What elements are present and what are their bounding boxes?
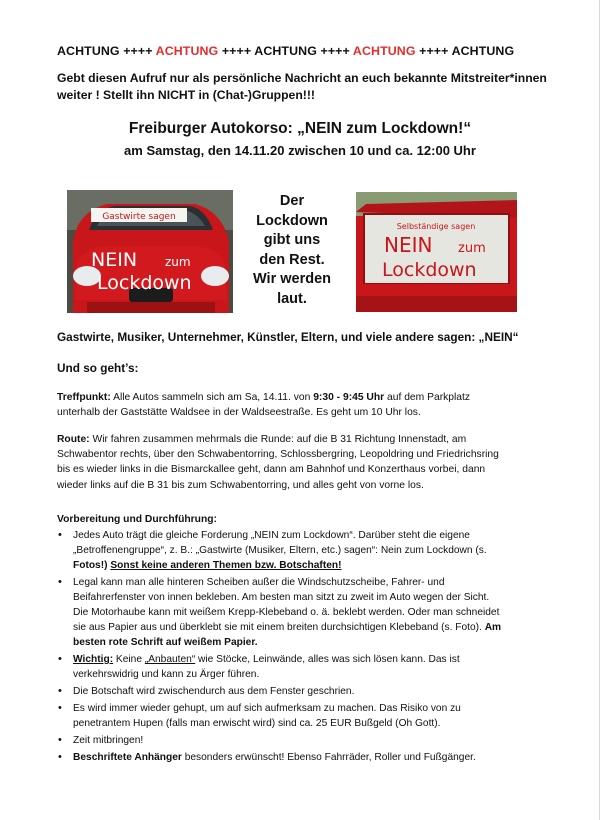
treffpunkt-paragraph: [57, 390, 567, 420]
treffpunkt-label: Treffpunkt:: [57, 392, 111, 403]
list-bold-text: besten rote Schrift auf weißem Papier.: [73, 637, 258, 648]
slogan-line: den Rest.: [259, 251, 325, 268]
window-sign-small-text: Selbständige sagen: [396, 222, 476, 231]
page-subtitle: am Samstag, den 14.11.20 zwischen 10 und ca. 12:00 Uhr: [124, 143, 476, 158]
list-line: • Legal kann man alle hinteren Scheiben außer die Windschutzscheibe, Fahrer- und: [73, 577, 445, 588]
car-sign-text: Lockdown: [97, 272, 192, 294]
photo-car-window: [356, 192, 517, 312]
list-text: besonders erwünscht! Ebenso Fahrräder, Roller und Fußgänger.: [181, 752, 476, 763]
warning-word: ACHTUNG: [451, 44, 515, 58]
car-sign-text: zum: [165, 255, 191, 269]
intro-text: [57, 70, 547, 104]
list-underlined-text: „Anbauten“: [144, 654, 196, 665]
list-item: [57, 652, 573, 682]
list-bold-text: Am: [484, 622, 502, 633]
warning-plus: ++++: [123, 44, 153, 58]
preparation-heading: Vorbereitung und Durchführung:: [57, 514, 217, 525]
list-line: • Es wird immer wieder gehupt, um auf sich aufmerksam zu machen. Das Risiko von zu: [73, 703, 461, 714]
warning-plus: ++++: [320, 44, 350, 58]
slogan-line: gibt uns: [263, 232, 321, 248]
car-sign-small-text: Gastwirte sagen: [102, 212, 176, 222]
list-line: sie aus Papier aus und überklebt sie mit einem breiten durchsichtigen Klebeband (s. Foto).: [73, 622, 482, 633]
list-line: • Jedes Auto trägt die gleiche Forderung „NEIN zum Lockdown“. Darüber steht die eigene: [73, 530, 470, 541]
list-line: penetrantem Hupen (falls man erwischt wird) sind ca. 25 EUR Bußgeld (Oh Gott).: [73, 718, 441, 729]
how-heading: Und so geht’s:: [57, 361, 139, 375]
list-line: • Zeit mitbringen!: [73, 735, 144, 746]
list-line: verkehrswidrig und kann zu Ärger führen.: [73, 669, 260, 680]
route-label: Route:: [57, 434, 90, 445]
list-line: „Betroffenengruppe“, z. B.: „Gastwirte (Musiker, Eltern, etc.) sagen“: Nein zum Lockdown (s.: [73, 545, 487, 556]
list-emphasis-text: Sonst keine anderen Themen bzw. Botschaften!: [110, 560, 342, 571]
slogan-line: Lockdown: [256, 212, 328, 229]
route-paragraph: [57, 432, 567, 493]
list-bold-text: Beschriftete Anhänger: [73, 752, 182, 763]
who-says-no: Gastwirte, Musiker, Unternehmer, Künstler, Eltern, und viele andere sagen: „NEIN“: [57, 330, 519, 344]
list-item: [57, 684, 573, 699]
intro-line: Gebt diesen Aufruf nur als persönliche Nachricht an euch bekannte Mitstreiter*innen: [57, 71, 547, 85]
slogan-line: Wir werden: [252, 271, 332, 287]
treffpunkt-text: auf dem Parkplatz: [384, 392, 471, 403]
window-sign-text: zum: [458, 241, 486, 256]
slogan-line: Der: [279, 193, 305, 209]
slogan-line: laut.: [277, 290, 307, 307]
page-title: Freiburger Autokorso: „NEIN zum Lockdown!“: [128, 120, 472, 137]
warning-plus: ++++: [419, 44, 449, 58]
warning-word: ACHTUNG: [155, 44, 219, 58]
route-line: wieder links auf die B 31 bis zum Schwabentorring, und alles geht von vorne los.: [57, 479, 424, 491]
list-item: [57, 528, 573, 573]
treffpunkt-line: unterhalb der Gaststätte Waldsee in der Waldseestraße. Es geht um 10 Uhr los.: [57, 407, 421, 419]
treffpunkt-time: 9:30 - 9:45 Uhr: [313, 392, 385, 403]
window-sign-text: Lockdown: [382, 259, 477, 281]
treffpunkt-text: Alle Autos sammeln sich am Sa, 14.11. von: [110, 392, 314, 403]
warning-word: ACHTUNG: [254, 44, 317, 58]
list-line: • Die Botschaft wird zwischendurch aus dem Fenster geschrien.: [73, 686, 355, 697]
slogan: [240, 192, 344, 309]
list-item: [57, 575, 573, 650]
photo-car-front: [67, 190, 233, 313]
car-sign-text: NEIN: [91, 249, 138, 271]
route-text: Wir fahren zusammen mehrmals die Runde: auf die B 31 Richtung Innenstadt, am: [89, 434, 467, 445]
list-item: [57, 701, 573, 731]
warning-plus: ++++: [221, 44, 252, 58]
list-line: Beifahrerfenster von innen bekleben. Am besten man sitzt zu zweit im Auto wegen der Sicht.: [73, 592, 490, 603]
intro-line: weiter ! Stellt ihn NICHT in (Chat-)Gruppen!!!: [57, 88, 315, 102]
route-line: bis es wieder links in die Bismarckallee geht, dann am Bahnhof und Konzerthaus vorbei, dann: [57, 464, 486, 476]
window-sign-text: NEIN: [384, 233, 433, 257]
car-window-illustration: [356, 192, 517, 312]
wichtig-label: Wichtig:: [73, 654, 114, 665]
list-text: Keine: [113, 654, 145, 665]
warning-word: ACHTUNG: [57, 44, 120, 58]
list-line: Die Motorhaube kann mit weißem Krepp-Klebeband o. ä. beklebt werden. Oder man schneidet: [73, 607, 500, 618]
warning-word: ACHTUNG: [352, 44, 416, 58]
car-front-illustration: [67, 190, 233, 313]
warning-header: [57, 44, 514, 58]
preparation-list: [57, 528, 573, 767]
route-line: Schwabentor rechts, über den Schwabentorring, Schlossbergring, Leopoldring und Friedrichsring: [57, 449, 499, 461]
list-bold-text: Fotos!): [73, 560, 108, 571]
list-item: [57, 750, 573, 765]
list-item: [57, 733, 573, 748]
list-text: wie Stöcke, Leinwände, alles was sich lösen kann. Das ist: [195, 654, 460, 665]
